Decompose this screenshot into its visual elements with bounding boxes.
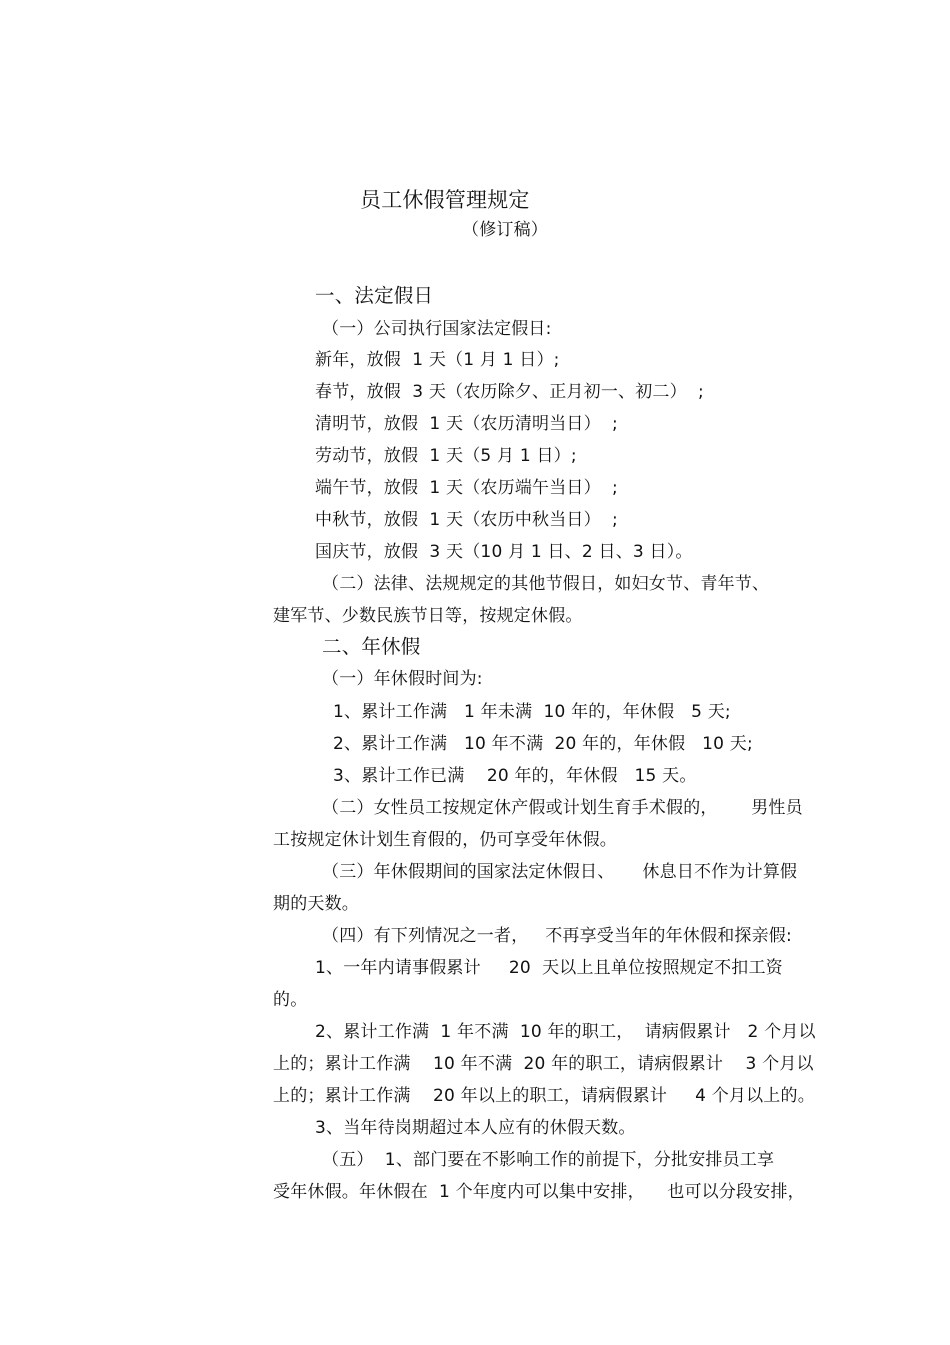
text-line: 受年休假。年休假在 1 个年度内可以集中安排， 也可以分段安排，: [273, 1182, 805, 1202]
text-line: 期的天数。: [273, 894, 359, 914]
text-line: （三）年休假期间的国家法定休假日、 休息日不作为计算假: [322, 862, 798, 882]
text-line: 1、一年内请事假累计 20 天以上且单位按照规定不扣工资: [315, 958, 783, 978]
text-line: （二）法律、法规规定的其他节假日，如妇女节、青年节、: [322, 574, 770, 594]
text-line: 春节，放假 3 天（农历除夕、正月初一、初二） ;: [315, 382, 704, 402]
text-line: 2、累计工作满 1 年不满 10 年的职工， 请病假累计 2 个月以: [315, 1022, 816, 1042]
text-line: 端午节，放假 1 天（农历端午当日） ;: [315, 478, 618, 498]
section-heading: 一、法定假日: [315, 284, 434, 307]
text-line: 建军节、少数民族节日等，按规定休假。: [273, 606, 583, 626]
text-line: 上的；累计工作满 10 年不满 20 年的职工，请病假累计 3 个月以: [273, 1054, 814, 1074]
text-line: （一）公司执行国家法定假日:: [322, 319, 552, 339]
text-line: 2、累计工作满 10 年不满 20 年的，年休假 10 天;: [333, 734, 753, 754]
text-line: （四）有下列情况之一者， 不再享受当年的年休假和探亲假:: [322, 926, 792, 946]
text-line: 1、累计工作满 1 年未满 10 年的，年休假 5 天;: [333, 702, 731, 722]
section-heading: 二、年休假: [322, 635, 421, 658]
text-line: （一）年休假时间为:: [322, 669, 483, 689]
text-line: 工按规定休计划生育假的，仍可享受年休假。: [273, 830, 617, 850]
text-line: 3、当年待岗期超过本人应有的休假天数。: [315, 1118, 636, 1138]
text-line: 3、累计工作已满 20 年的，年休假 15 天。: [333, 766, 697, 786]
text-line: 国庆节，放假 3 天（10 月 1 日、2 日、3 日）。: [315, 542, 693, 562]
text-line: 上的；累计工作满 20 年以上的职工，请病假累计 4 个月以上的。: [273, 1086, 815, 1106]
page-subtitle: （修订稿）: [462, 220, 548, 240]
text-line: 的。: [273, 990, 308, 1010]
text-line: （五） 1、部门要在不影响工作的前提下，分批安排员工享: [322, 1150, 775, 1170]
text-line: 中秋节，放假 1 天（农历中秋当日） ;: [315, 510, 618, 530]
text-line: 新年，放假 1 天（1 月 1 日）;: [315, 350, 560, 370]
text-line: 劳动节，放假 1 天（5 月 1 日）;: [315, 446, 577, 466]
text-line: （二）女性员工按规定休产假或计划生育手术假的， 男性员: [322, 798, 803, 818]
page-title: 员工休假管理规定: [360, 188, 530, 212]
text-line: 清明节，放假 1 天（农历清明当日） ;: [315, 414, 618, 434]
